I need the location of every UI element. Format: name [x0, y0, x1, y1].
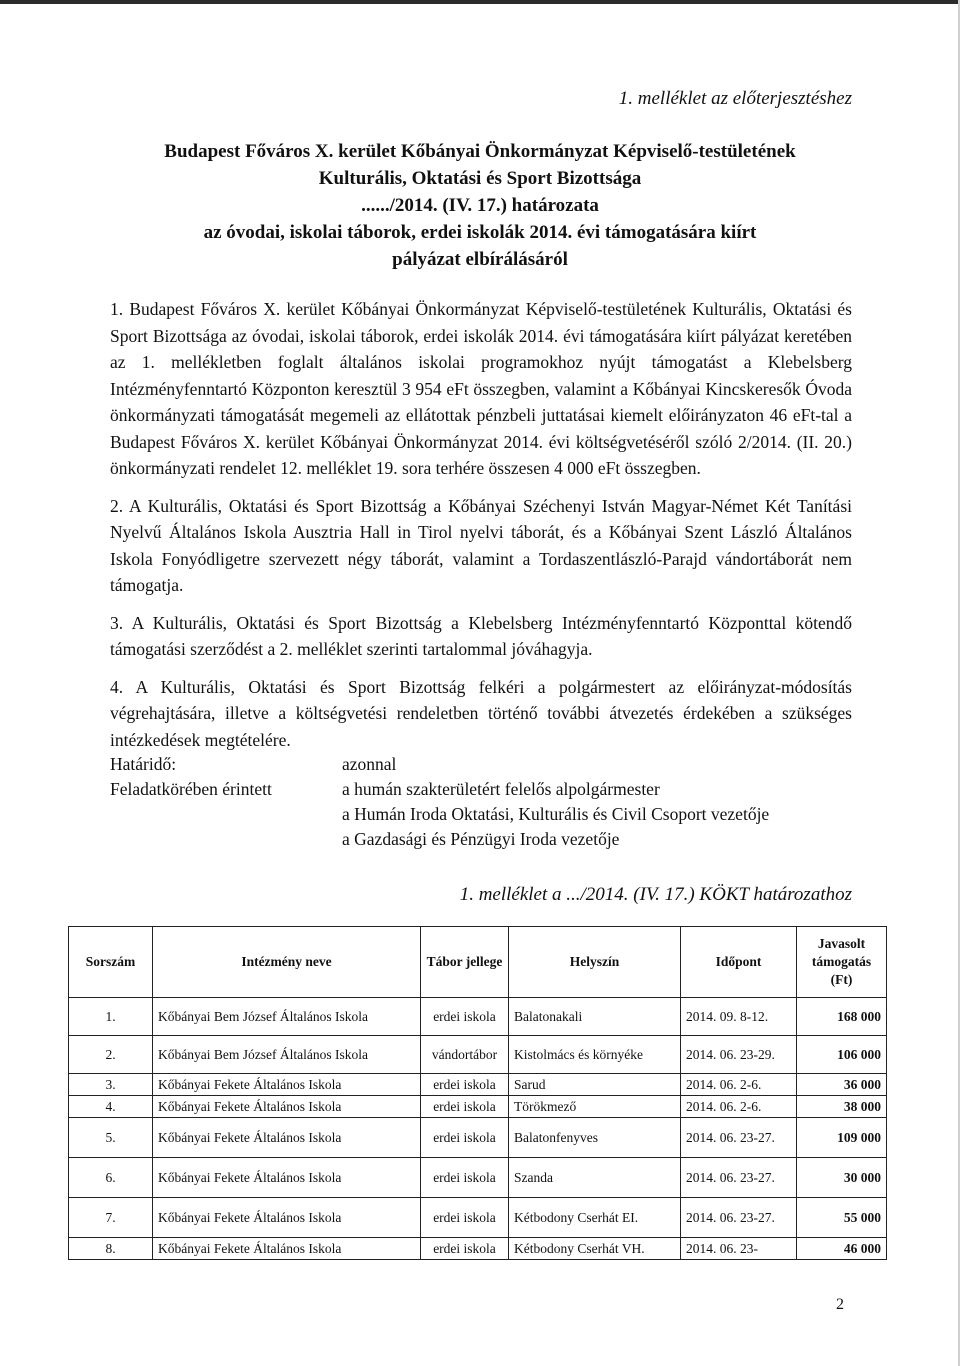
- table-row: [69, 1036, 887, 1074]
- cell-date: 2014. 06. 2-6.: [681, 1074, 797, 1096]
- cell-institution: Kőbányai Fekete Általános Iskola: [153, 1238, 421, 1260]
- paragraph-2: 2. A Kulturális, Oktatási és Sport Bizottság a Kőbányai Széchenyi István Magyar-Német Két Tanítási Nyelvű Általános Iskola Ausztria Hall in Tirol nyelvi táborát, és a Kőbányai Szent László Általános Iskola Fonyódligetre szervezett négy táborát, valamint a Tordaszentlászló-Parajd vándortáborát nem támogatja.: [110, 495, 852, 595]
- cell-camp-type: vándortábor: [421, 1036, 509, 1074]
- cell-camp-type: erdei iskola: [421, 1158, 509, 1198]
- cell-date: 2014. 06. 23-: [681, 1238, 797, 1260]
- cell-camp-type: erdei iskola: [421, 1238, 509, 1260]
- cell-institution: Kőbányai Fekete Általános Iskola: [153, 1074, 421, 1096]
- title-line-4: az óvodai, iskolai táborok, erdei iskolák 2014. évi támogatására kiírt: [203, 222, 757, 243]
- cell-support: 46 000: [797, 1238, 887, 1260]
- affected-person-3: a Gazdasági és Pénzügyi Iroda vezetője: [342, 829, 620, 849]
- title-line-2: Kulturális, Oktatási és Sport Bizottsága: [318, 168, 642, 189]
- title-line-3: ....../2014. (IV. 17.) határozata: [361, 195, 599, 216]
- table-header-row: [69, 927, 887, 998]
- paragraph-1: 1. Budapest Főváros X. kerület Kőbányai Önkormányzat Képviselő-testületének Kulturális, Oktatási és Sport Bizottsága az óvodai, iskolai táborok, erdei iskolák 2014. évi támogatására kiírt pályázat keretében az 1. mellékletben foglalt általános iskolai programokhoz nyújt támogatást a Klebelsberg Intézményfenntartó Központon keresztül 3 954 eFt összegben, valamint a Kőbányai Kincskeresők Óvoda önkormányzati támogatását megemeli az ellátottak pénzbeli juttatásai kiemelt előirányzaton 46 eFt-tal a Budapest Főváros X. kerület Kőbányai Önkormányzat 2014. évi költségvetéséről szóló 2/2014. (II. 20.) önkormányzati rendelet 12. melléklet 19. sora terhére összesen 4 000 eFt összegben.: [110, 299, 852, 478]
- table-row: [69, 1118, 887, 1158]
- cell-camp-type: erdei iskola: [421, 1074, 509, 1096]
- affected-label: Feladatkörében érintett: [110, 779, 272, 799]
- cell-date: 2014. 06. 23-29.: [681, 1036, 797, 1074]
- deadline-label: Határidő:: [110, 754, 177, 774]
- paragraph-3: 3. A Kulturális, Oktatási és Sport Bizottság a Klebelsberg Intézményfenntartó Központtal kötendő támogatási szerződést a 2. melléklet szerinti tartalommal jóváhagyja.: [110, 612, 852, 659]
- resolution-title: [110, 138, 850, 273]
- cell-serial: 1.: [69, 998, 153, 1036]
- affected-person-1: a humán szakterületért felelős alpolgármester: [342, 779, 660, 799]
- cell-location: Törökmező: [509, 1096, 681, 1118]
- cell-institution: Kőbányai Fekete Általános Iskola: [153, 1096, 421, 1118]
- deadline-value: azonnal: [342, 754, 397, 774]
- cell-date: 2014. 06. 23-27.: [681, 1118, 797, 1158]
- table-row: [69, 1096, 887, 1118]
- cell-institution: Kőbányai Bem József Általános Iskola: [153, 1036, 421, 1074]
- header-proposed-support: Javasolt támogatás (Ft): [797, 927, 887, 998]
- header-institution: Intézmény neve: [153, 927, 421, 998]
- cell-support: 55 000: [797, 1198, 887, 1238]
- cell-location: Kétbodony Cserhát EI.: [509, 1198, 681, 1238]
- cell-serial: 8.: [69, 1238, 153, 1260]
- cell-institution: Kőbányai Bem József Általános Iskola: [153, 998, 421, 1036]
- header-serial: Sorszám: [69, 927, 153, 998]
- page-number: 2: [836, 1296, 844, 1313]
- header-camp-type: Tábor jellege: [421, 927, 509, 998]
- cell-date: 2014. 06. 23-27.: [681, 1198, 797, 1238]
- cell-serial: 6.: [69, 1158, 153, 1198]
- cell-camp-type: erdei iskola: [421, 1118, 509, 1158]
- annex-reference: 1. melléklet az előterjesztéshez: [618, 88, 852, 109]
- cell-date: 2014. 06. 2-6.: [681, 1096, 797, 1118]
- title-line-5: pályázat elbírálásáról: [392, 249, 568, 270]
- cell-serial: 5.: [69, 1118, 153, 1158]
- cell-serial: 3.: [69, 1074, 153, 1096]
- cell-location: Balatonakali: [509, 998, 681, 1036]
- cell-support: 109 000: [797, 1118, 887, 1158]
- title-line-1: Budapest Főváros X. kerület Kőbányai Önkormányzat Képviselő-testületének: [164, 141, 796, 162]
- cell-location: Kétbodony Cserhát VH.: [509, 1238, 681, 1260]
- cell-location: Sarud: [509, 1074, 681, 1096]
- table-row: [69, 1238, 887, 1260]
- resolution-body: [110, 296, 852, 764]
- cell-support: 36 000: [797, 1074, 887, 1096]
- table-row: [69, 1198, 887, 1238]
- annex-caption: 1. melléklet a .../2014. (IV. 17.) KÖKT határozathoz: [459, 884, 852, 905]
- paragraph-4: 4. A Kulturális, Oktatási és Sport Bizottság felkéri a polgármestert az előirányzat-módosítás végrehajtására, illetve a költségvetési rendeletben történő további átvezetés érdekében a szükséges intézkedések megtételére.: [110, 676, 852, 750]
- header-location: Helyszín: [509, 927, 681, 998]
- cell-date: 2014. 06. 23-27.: [681, 1158, 797, 1198]
- cell-camp-type: erdei iskola: [421, 1096, 509, 1118]
- cell-institution: Kőbányai Fekete Általános Iskola: [153, 1118, 421, 1158]
- cell-location: Balatonfenyves: [509, 1118, 681, 1158]
- cell-date: 2014. 09. 8-12.: [681, 998, 797, 1036]
- cell-serial: 7.: [69, 1198, 153, 1238]
- cell-support: 30 000: [797, 1158, 887, 1198]
- table-row: [69, 998, 887, 1036]
- cell-location: Kistolmács és környéke: [509, 1036, 681, 1074]
- table-row: [69, 1158, 887, 1198]
- cell-support: 168 000: [797, 998, 887, 1036]
- cell-support: 106 000: [797, 1036, 887, 1074]
- affected-person-2: a Humán Iroda Oktatási, Kulturális és Civil Csoport vezetője: [342, 804, 770, 824]
- table-row: [69, 1074, 887, 1096]
- camp-support-table: [68, 926, 887, 1260]
- cell-camp-type: erdei iskola: [421, 1198, 509, 1238]
- scan-border-top: [0, 0, 960, 4]
- cell-location: Szanda: [509, 1158, 681, 1198]
- cell-camp-type: erdei iskola: [421, 998, 509, 1036]
- cell-institution: Kőbányai Fekete Általános Iskola: [153, 1198, 421, 1238]
- cell-serial: 4.: [69, 1096, 153, 1118]
- cell-support: 38 000: [797, 1096, 887, 1118]
- cell-serial: 2.: [69, 1036, 153, 1074]
- cell-institution: Kőbányai Fekete Általános Iskola: [153, 1158, 421, 1198]
- header-date: Időpont: [681, 927, 797, 998]
- responsibility-block: [110, 752, 852, 852]
